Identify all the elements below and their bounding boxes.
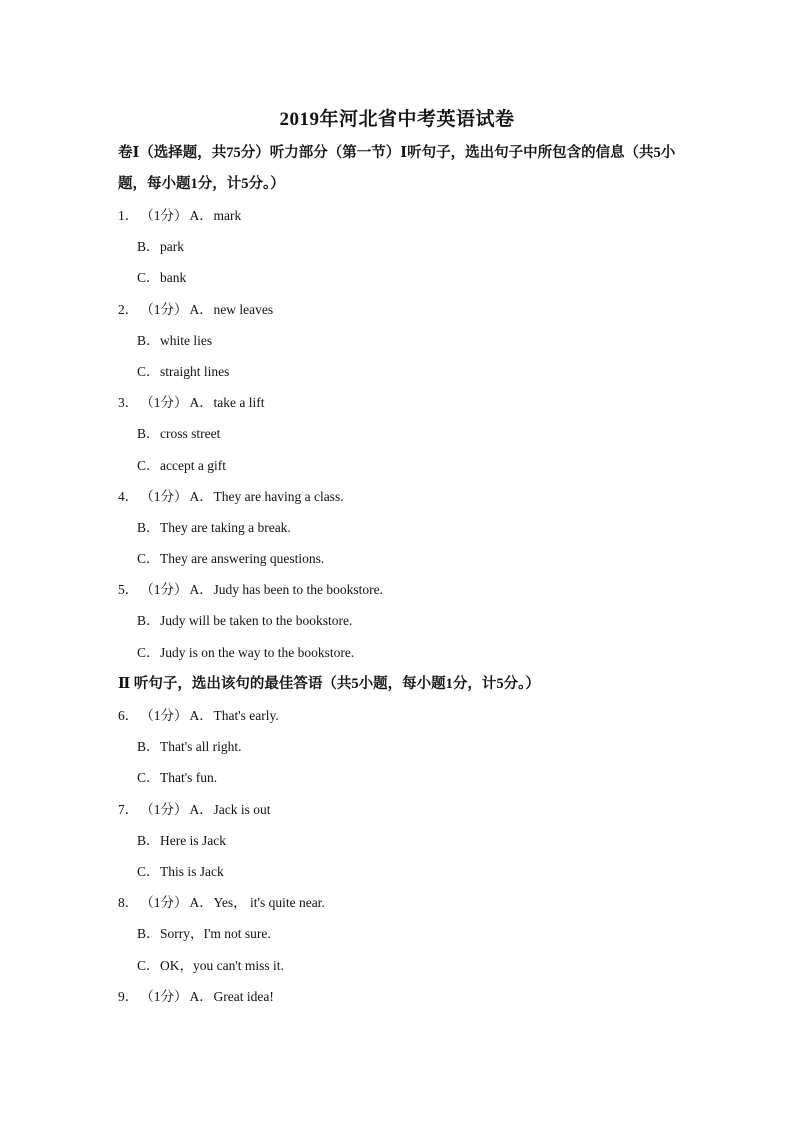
option-text: Here is Jack (160, 832, 226, 848)
question-score: （1分） (140, 301, 188, 317)
option-letter: C． (137, 957, 160, 973)
option-letter: A． (189, 208, 213, 223)
option-letter: C． (137, 644, 160, 660)
option-text: Judy is on the way to the bookstore. (160, 644, 355, 660)
option-text: take a lift (213, 395, 265, 411)
option-letter: A． (189, 801, 213, 817)
option-letter: B． (137, 926, 160, 942)
option-text: Judy will be taken to the bookstore. (160, 613, 353, 629)
question-number: 8． (118, 895, 139, 911)
question-2-option-a (118, 294, 678, 325)
question-4-option-b (118, 512, 678, 543)
question-3-option-c (118, 450, 678, 481)
option-letter: A． (189, 582, 213, 598)
question-9-option-a (118, 981, 678, 1012)
option-letter: B． (137, 832, 160, 848)
page-title: 2019年河北省中考英语试卷 (279, 109, 515, 130)
question-score: （1分） (140, 488, 188, 504)
option-text: They are taking a break. (160, 519, 291, 535)
option-text: That's early. (213, 708, 279, 723)
question-number: 1． (118, 208, 139, 223)
question-5-option-a (118, 574, 678, 605)
option-letter: C． (137, 770, 160, 786)
question-score: （1分） (140, 582, 188, 598)
option-letter: C． (137, 270, 160, 286)
option-text: They are answering questions. (160, 551, 325, 567)
option-letter: B． (137, 739, 160, 755)
question-number: 9． (118, 988, 139, 1004)
question-score: （1分） (140, 395, 188, 411)
option-text: accept a gift (160, 457, 226, 473)
option-text: Yes， it's quite near. (213, 895, 325, 911)
option-text: bank (160, 270, 187, 286)
option-letter: B． (137, 426, 160, 442)
question-score: （1分） (140, 708, 188, 723)
question-7-option-b (118, 825, 678, 856)
question-3-option-b (118, 418, 678, 449)
question-1-option-c (118, 262, 678, 293)
question-7-option-c (118, 856, 678, 887)
question-score: （1分） (140, 988, 188, 1004)
option-text: That's fun. (160, 770, 218, 786)
option-text: straight lines (160, 363, 230, 379)
option-letter: A． (189, 301, 213, 317)
question-score: （1分） (140, 895, 188, 911)
question-list-part2 (118, 700, 678, 1012)
question-6-option-b (118, 731, 678, 762)
question-number: 6． (118, 708, 139, 723)
question-score: （1分） (140, 208, 188, 223)
option-text: This is Jack (160, 863, 224, 879)
option-text: park (160, 239, 184, 255)
option-letter: A． (189, 488, 213, 504)
option-text: cross street (160, 426, 221, 442)
question-8-option-b (118, 918, 678, 949)
option-letter: C． (137, 457, 160, 473)
option-letter: C． (137, 363, 160, 379)
question-5-option-c (118, 637, 678, 668)
question-number: 7． (118, 801, 139, 817)
question-number: 2． (118, 301, 139, 317)
option-letter: B． (137, 519, 160, 535)
question-6-option-c (118, 762, 678, 793)
option-letter: A． (189, 988, 213, 1004)
option-text: new leaves (213, 301, 274, 317)
option-text: Great idea! (213, 988, 274, 1004)
question-number: 3． (118, 395, 139, 411)
question-4-option-c (118, 543, 678, 574)
question-number: 5． (118, 582, 139, 598)
question-2-option-c (118, 356, 678, 387)
section-heading-part1: 卷Ⅰ（选择题，共75分）听力部分（第一节）Ⅰ听句子，选出句子中所包含的信息（共5小题，每小题1分，计5分。） (118, 145, 676, 192)
option-text: OK，you can't miss it. (160, 957, 284, 973)
question-number: 4． (118, 488, 139, 504)
question-score: （1分） (140, 801, 188, 817)
question-8-option-a (118, 887, 678, 918)
question-4-option-a (118, 481, 678, 512)
option-text: white lies (160, 332, 213, 348)
option-letter: B． (137, 239, 160, 255)
question-2-option-b (118, 325, 678, 356)
option-letter: A． (189, 895, 213, 911)
option-letter: A． (189, 395, 213, 411)
option-letter: C． (137, 863, 160, 879)
option-text: They are having a class. (213, 488, 344, 504)
question-5-option-b (118, 605, 678, 636)
question-1-option-a (118, 200, 678, 231)
question-6-option-a (118, 700, 678, 731)
option-letter: B． (137, 613, 160, 629)
question-7-option-a (118, 794, 678, 825)
option-letter: C． (137, 551, 160, 567)
question-3-option-a (118, 387, 678, 418)
option-text: Judy has been to the bookstore. (213, 582, 383, 598)
question-list-part1 (118, 200, 678, 668)
question-8-option-c (118, 950, 678, 981)
option-letter: B． (137, 332, 160, 348)
option-text: Sorry，I'm not sure. (160, 926, 271, 942)
section-heading-part2: Ⅱ 听句子，选出该句的最佳答语（共5小题，每小题1分，计5分。） (118, 676, 540, 692)
question-1-option-b (118, 231, 678, 262)
option-text: That's all right. (160, 739, 242, 755)
option-text: mark (213, 208, 242, 223)
option-letter: A． (189, 708, 213, 723)
option-text: Jack is out (213, 801, 271, 817)
